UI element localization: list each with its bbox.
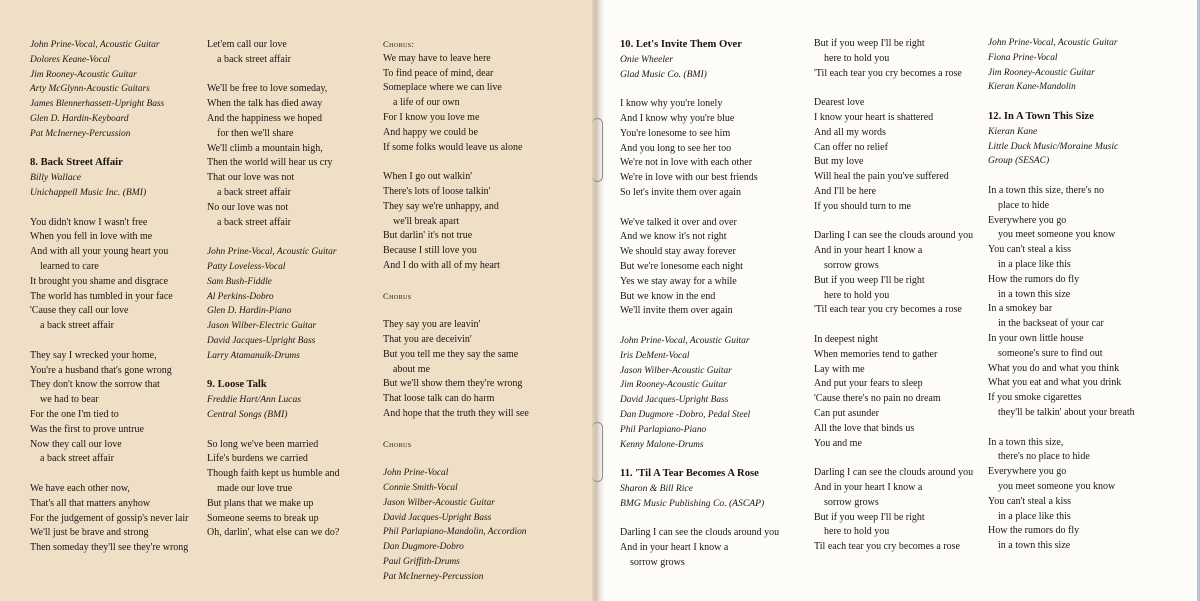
lyric-line: Life's burdens we carried	[207, 453, 308, 465]
musician-credit: Kieran Kane-Mandolin	[988, 82, 1076, 93]
lyric-line: If you smoke cigarettes	[988, 392, 1082, 404]
lyric-line: But we know in the end	[620, 290, 716, 302]
lyric-line-indented: made our love true	[217, 482, 293, 494]
lyric-line: And the happiness we hoped	[207, 112, 322, 124]
song-credit-line: Freddie Hart/Ann Lucas	[207, 394, 301, 406]
lyric-line: You're lonesome to see him	[620, 127, 731, 139]
lyric-line: When I go out walkin'	[383, 171, 473, 183]
lyric-line: Someplace where we can live	[383, 82, 502, 94]
lyric-line: We're in love with our best friends	[620, 172, 758, 184]
spacer	[620, 201, 779, 216]
song-credit-line: BMG Music Publishing Co. (ASCAP)	[620, 497, 765, 509]
musician-credit: Jason Wilber-Electric Guitar	[207, 321, 317, 332]
lyric-line: How the rumors do fly	[988, 525, 1080, 537]
lyric-line: To find peace of mind, dear	[383, 67, 494, 79]
spacer	[383, 451, 529, 466]
spacer	[30, 334, 188, 349]
lyric-line-indented: in a place like this	[998, 510, 1071, 522]
lyric-line: No our love was not	[207, 201, 289, 213]
spacer	[814, 215, 973, 230]
lyric-line: We'll just be brave and strong	[30, 527, 149, 539]
lyric-line: Lay with me	[814, 363, 865, 375]
musician-credit: Arty McGlynn-Acoustic Guitars	[30, 84, 150, 95]
lyric-line: It brought you shame and disgrace	[30, 275, 169, 287]
lyric-line: And hope that the truth they will see	[383, 407, 529, 419]
lyric-line: How the rumors do fly	[988, 273, 1080, 285]
song-credit-line: Central Songs (BMI)	[207, 408, 288, 420]
song-credit-line: Unichappell Music Inc. (BMI)	[30, 186, 147, 198]
spacer	[383, 274, 529, 289]
song-credit-line: Group (SESAC)	[988, 155, 1050, 167]
spacer	[30, 467, 188, 482]
lyric-line: We may have to leave here	[383, 52, 491, 64]
lyric-line: Darling I can see the clouds around you	[814, 467, 974, 479]
musician-credit: Connie Smith-Vocal	[383, 482, 458, 493]
chorus-label: Chorus	[383, 438, 412, 449]
lyric-line: There's lots of loose talkin'	[383, 185, 491, 197]
lyric-line: Darling I can see the clouds around you	[620, 527, 780, 539]
lyric-line-indented: someone's sure to find out	[998, 347, 1103, 359]
lyric-line: I know why you're lonely	[620, 98, 723, 110]
lyric-line: In a smokey bar	[988, 303, 1053, 315]
lyrics-column-2	[207, 38, 339, 541]
musician-credit: David Jacques-Upright Bass	[620, 395, 729, 406]
lyric-line: But my love	[814, 156, 864, 168]
lyric-line: We have each other now,	[30, 482, 130, 494]
lyric-line: In deepest night	[814, 333, 878, 345]
lyric-line: For the judgement of gossip's never lair	[30, 512, 189, 524]
spacer	[988, 169, 1135, 184]
lyric-line: So let's invite them over again	[620, 186, 741, 198]
spacer	[207, 423, 339, 438]
lyric-line: Someone seems to break up	[207, 512, 319, 524]
musician-credit: John Prine-Vocal, Acoustic Guitar	[30, 40, 160, 50]
lyric-line-indented: we'll break apart	[393, 215, 460, 227]
spacer	[383, 303, 529, 318]
lyric-line: But if you weep I'll be right	[814, 511, 925, 523]
chorus-label: Chorus:	[383, 39, 415, 49]
lyric-line: That you are deceivin'	[383, 333, 472, 345]
staple-bottom	[592, 422, 603, 482]
lyric-line: But we'll show them they're wrong	[383, 378, 523, 390]
lyric-line-indented: sorrow grows	[630, 556, 685, 568]
lyric-line: They say you are leavin'	[383, 319, 481, 331]
lyric-line: And I'll be here	[814, 185, 877, 197]
musician-credit: Paul Griffith-Drums	[383, 556, 460, 567]
musician-credit: Kenny Malone-Drums	[620, 439, 704, 450]
left-page	[0, 0, 598, 601]
lyric-line-indented: in a town this size	[998, 288, 1071, 300]
spacer	[620, 319, 779, 334]
lyric-line: That loose talk can do harm	[383, 393, 495, 405]
spacer	[30, 201, 188, 216]
lyric-line: Everywhere you go	[988, 466, 1067, 478]
lyrics-column-5	[814, 37, 973, 555]
lyric-line: 'Til each tear you cry becomes a rose	[814, 304, 962, 316]
lyric-line: 'Til each tear you cry becomes a rose	[814, 67, 962, 79]
lyric-line: And with all your young heart you	[30, 246, 169, 258]
musician-credit: John Prine-Vocal, Acoustic Guitar	[988, 38, 1118, 48]
spacer	[814, 451, 973, 466]
musician-credit: John Prine-Vocal, Acoustic Guitar	[620, 335, 750, 346]
musician-credit: Jim Rooney-Acoustic Guitar	[620, 380, 727, 391]
lyric-line: What you do and what you think	[988, 362, 1120, 374]
lyric-line: And we know it's not right	[620, 231, 727, 243]
lyric-line-indented: a life of our own	[393, 97, 460, 109]
musician-credit: Al Perkins-Dobro	[207, 291, 274, 302]
lyric-line: And put your fears to sleep	[814, 378, 923, 390]
lyric-line: Dearest love	[814, 97, 865, 109]
lyric-line-indented: sorrow grows	[824, 259, 879, 271]
lyric-line: And I know why you're blue	[620, 112, 735, 124]
lyric-line-indented: a back street affair	[40, 320, 114, 332]
musician-credit: Dolores Keane-Vocal	[30, 54, 111, 65]
lyric-line: Let'em call our love	[207, 39, 287, 50]
lyric-line: Yes we stay away for a while	[620, 275, 737, 287]
lyric-line: Til each tear you cry becomes a rose	[814, 541, 960, 553]
lyric-line-indented: in a town this size	[998, 540, 1071, 552]
lyric-line: For I know you love me	[383, 111, 480, 123]
lyric-line: All the love that binds us	[814, 422, 915, 434]
lyrics-column-3	[383, 37, 529, 584]
lyric-line: In your own little house	[988, 332, 1084, 344]
lyric-line: Was the first to prove untrue	[30, 423, 144, 435]
lyric-line: If some folks would leave us alone	[383, 141, 523, 153]
lyrics-column-1	[30, 38, 188, 556]
musician-credit: Larry Atamanuik-Drums	[207, 350, 300, 361]
lyric-line: 'Cause they call our love	[30, 305, 129, 317]
lyric-line: They say we're unhappy, and	[383, 200, 499, 212]
song-credit-line: Billy Wallace	[30, 172, 82, 184]
lyric-line-indented: here to hold you	[824, 289, 890, 301]
lyric-line: They say I wrecked your home,	[30, 349, 157, 361]
song-heading: 9. Loose Talk	[207, 379, 267, 391]
lyric-line-indented: they'll be talkin' about your breath	[998, 406, 1135, 418]
lyric-line: Darling I can see the clouds around you	[814, 230, 974, 242]
lyric-line: In a town this size,	[988, 436, 1064, 448]
lyric-line-indented: place to hide	[998, 199, 1050, 211]
lyric-line: And all my words	[814, 126, 886, 138]
spacer	[383, 155, 529, 170]
song-heading: 12. In A Town This Size	[988, 110, 1094, 122]
lyric-line: You can't steal a kiss	[988, 244, 1072, 256]
musician-credit: Sam Bush-Fiddle	[207, 276, 272, 287]
lyric-line: If you should turn to me	[814, 200, 911, 212]
spacer	[988, 95, 1135, 110]
spacer	[620, 82, 779, 97]
lyric-line: For the one I'm tied to	[30, 408, 119, 420]
musician-credit: David Jacques-Upright Bass	[383, 512, 492, 523]
song-credit-line: Glad Music Co. (BMI)	[620, 68, 707, 80]
musician-credit: Pat McInerney-Percussion	[383, 571, 484, 582]
lyric-line-indented: learned to care	[40, 260, 99, 272]
spacer	[30, 142, 188, 157]
lyric-line: Now they call our love	[30, 438, 122, 450]
song-credit-line: Kieran Kane	[988, 125, 1038, 137]
lyric-line: When the talk has died away	[207, 98, 323, 110]
song-heading: 8. Back Street Affair	[30, 157, 123, 169]
lyric-line: The world has tumbled in your face	[30, 290, 173, 302]
lyric-line: We'll be free to love someday,	[207, 83, 328, 95]
song-heading: 10. Let's Invite Them Over	[620, 39, 742, 50]
lyric-line: You didn't know I wasn't free	[30, 216, 148, 228]
lyric-line-indented: a back street affair	[40, 453, 114, 465]
lyric-line-indented: here to hold you	[824, 52, 890, 64]
lyric-line-indented: in the backseat of your car	[998, 318, 1104, 330]
lyric-line-indented: there's no place to hide	[998, 451, 1090, 463]
lyric-line: But if you weep I'll be right	[814, 274, 925, 286]
musician-credit: Phil Parlapiano-Mandolin, Accordion	[383, 527, 527, 538]
musician-credit: Jim Rooney-Acoustic Guitar	[988, 67, 1095, 78]
lyric-line-indented: a back street affair	[217, 186, 291, 198]
lyrics-column-6	[988, 36, 1135, 554]
musician-credit: Iris DeMent-Vocal	[620, 350, 690, 361]
lyric-line: Then someday they'll see they're wrong	[30, 542, 189, 554]
lyric-line: But if you weep I'll be right	[814, 38, 925, 49]
song-credit-line: Sharon & Bill Rice	[620, 482, 693, 494]
spacer	[207, 68, 339, 83]
spacer	[207, 364, 339, 379]
spacer	[814, 81, 973, 96]
musician-credit: Jason Wilber-Acoustic Guitar	[620, 365, 732, 376]
lyric-line: That our love was not	[207, 172, 295, 184]
musician-credit: Glen D. Hardin-Keyboard	[30, 113, 129, 124]
binding-gutter	[592, 0, 604, 601]
song-heading: 11. 'Til A Tear Becomes A Rose	[620, 468, 759, 480]
spacer	[383, 422, 529, 437]
musician-credit: John Prine-Vocal	[383, 468, 449, 479]
song-credit-line: Little Duck Music/Moraine Music	[988, 140, 1119, 152]
musician-credit: James Blennerhassett-Upright Bass	[30, 99, 165, 110]
lyric-line: What you eat and what you drink	[988, 377, 1122, 389]
lyric-line-indented: for then we'll share	[217, 127, 294, 139]
lyric-line: Can offer no relief	[814, 141, 888, 153]
spacer	[620, 512, 779, 527]
lyric-line: We'll climb a mountain high,	[207, 142, 323, 154]
lyric-line-indented: about me	[393, 363, 430, 375]
lyric-line: And you long to see her too	[620, 142, 732, 154]
musician-credit: Dan Dugmore-Dobro	[383, 542, 464, 553]
lyric-line: And in your heart I know a	[814, 245, 923, 257]
lyric-line: And happy we could be	[383, 126, 478, 138]
lyric-line: You and me	[814, 437, 862, 449]
musician-credit: Pat McInerney-Percussion	[30, 128, 131, 139]
lyric-line: That's all that matters anyhow	[30, 497, 151, 509]
chorus-label: Chorus	[383, 290, 412, 301]
lyrics-column-4	[620, 38, 779, 571]
lyric-line: We're not in love with each other	[620, 157, 753, 169]
staple-top	[592, 118, 603, 182]
lyric-line: Will heal the pain you've suffered	[814, 171, 949, 183]
right-page	[598, 0, 1200, 601]
musician-credit: Phil Parlapiano-Piano	[620, 424, 707, 435]
spacer	[988, 421, 1135, 436]
lyric-line-indented: a back street affair	[217, 216, 291, 228]
lyric-line: In a town this size, there's no	[988, 184, 1104, 196]
lyric-line: You're a husband that's gone wrong	[30, 364, 172, 376]
lyric-line-indented: you meet someone you know	[998, 480, 1116, 492]
musician-credit: John Prine-Vocal, Acoustic Guitar	[207, 247, 337, 258]
lyric-line-indented: we had to bear	[40, 394, 99, 406]
lyric-line: And in your heart I know a	[814, 481, 923, 493]
lyric-line: We should stay away forever	[620, 246, 736, 258]
lyric-line: And in your heart I know a	[620, 542, 729, 554]
lyric-line-indented: here to hold you	[824, 526, 890, 538]
lyric-line: 'Cause there's no pain no dream	[814, 393, 941, 405]
lyric-line: But darlin' it's not true	[383, 230, 473, 242]
spacer	[207, 230, 339, 245]
musician-credit: Fiona Prine-Vocal	[988, 52, 1058, 63]
lyric-line-indented: you meet someone you know	[998, 229, 1116, 241]
lyric-line: We'll invite them over again	[620, 305, 733, 317]
lyric-line-indented: a back street affair	[217, 53, 291, 65]
lyric-line: They don't know the sorrow that	[30, 379, 160, 391]
lyric-line: But you tell me they say the same	[383, 348, 519, 360]
lyric-line-indented: in a place like this	[998, 258, 1071, 270]
lyric-line: So long we've been married	[207, 438, 319, 450]
lyric-line: Because I still love you	[383, 245, 477, 257]
musician-credit: David Jacques-Upright Bass	[207, 335, 316, 346]
musician-credit: Glen D. Hardin-Piano	[207, 306, 292, 317]
lyric-line: We've talked it over and over	[620, 216, 737, 228]
lyric-line: You can't steal a kiss	[988, 495, 1072, 507]
lyric-line: And I do with all of my heart	[383, 259, 500, 271]
musician-credit: Jason Wilber-Acoustic Guitar	[383, 497, 495, 508]
lyric-line-indented: sorrow grows	[824, 496, 879, 508]
lyric-line: When you fell in love with me	[30, 231, 153, 243]
lyric-line: When memories tend to gather	[814, 348, 938, 360]
lyric-line: Can put asunder	[814, 407, 879, 419]
lyric-line: Oh, darlin', what else can we do?	[207, 527, 340, 539]
lyric-line: Though faith kept us humble and	[207, 468, 340, 480]
musician-credit: Jim Rooney-Acoustic Guitar	[30, 69, 137, 80]
lyric-line: Everywhere you go	[988, 214, 1067, 226]
musician-credit: Patty Loveless-Vocal	[207, 261, 286, 272]
lyric-line: I know your heart is shattered	[814, 111, 934, 123]
song-credit-line: Onie Wheeler	[620, 53, 674, 65]
lyric-line: But plans that we make up	[207, 497, 314, 509]
musician-credit: Dan Dugmore -Dobro, Pedal Steel	[620, 409, 751, 420]
spacer	[620, 452, 779, 467]
spacer	[814, 318, 973, 333]
lyric-line: Then the world will hear us cry	[207, 157, 333, 169]
lyric-line: But we're lonesome each night	[620, 260, 743, 272]
